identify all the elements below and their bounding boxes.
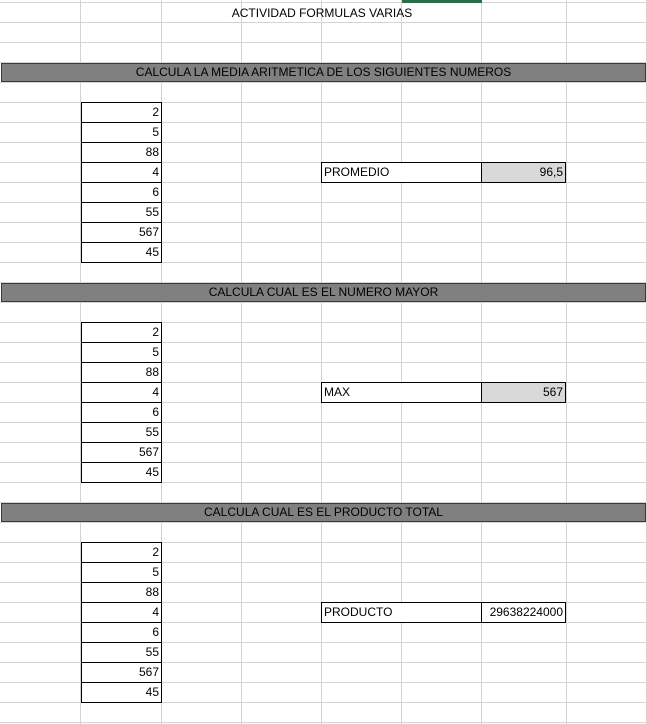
number-cell-max[interactable]: 2: [81, 322, 162, 343]
sheet-title[interactable]: ACTIVIDAD FORMULAS VARIAS: [231, 6, 413, 20]
section-header-mean[interactable]: CALCULA LA MEDIA ARITMETICA DE LOS SIGUIENTES NUMEROS: [1, 63, 646, 82]
row-gridline: [0, 722, 647, 723]
number-cell-mean[interactable]: 45: [81, 242, 162, 263]
number-cell-product[interactable]: 6: [81, 622, 162, 643]
section-header-product[interactable]: CALCULA CUAL ES EL PRODUCTO TOTAL: [1, 503, 646, 522]
number-cell-mean[interactable]: 2: [81, 102, 162, 123]
number-cell-max[interactable]: 567: [81, 442, 162, 463]
column-gridline: [241, 0, 242, 724]
number-cell-mean[interactable]: 5: [81, 122, 162, 143]
number-cell-max[interactable]: 88: [81, 362, 162, 383]
column-gridline: [566, 0, 567, 724]
number-cell-mean[interactable]: 567: [81, 222, 162, 243]
number-cell-product[interactable]: 4: [81, 602, 162, 623]
row-gridline: [0, 22, 647, 23]
number-cell-mean[interactable]: 55: [81, 202, 162, 223]
row-gridline: [0, 302, 647, 303]
number-cell-product[interactable]: 5: [81, 562, 162, 583]
number-cell-mean[interactable]: 88: [81, 142, 162, 163]
number-cell-max[interactable]: 5: [81, 342, 162, 363]
row-gridline: [0, 522, 647, 523]
number-cell-product[interactable]: 88: [81, 582, 162, 603]
row-gridline: [0, 42, 647, 43]
row-gridline: [0, 2, 647, 3]
selected-column-indicator: [402, 0, 482, 3]
number-cell-product[interactable]: 55: [81, 642, 162, 663]
result-label-producto[interactable]: PRODUCTO: [321, 602, 482, 623]
result-value-producto[interactable]: 29638224000: [481, 602, 566, 623]
number-cell-max[interactable]: 4: [81, 382, 162, 403]
number-cell-max[interactable]: 55: [81, 422, 162, 443]
number-cell-max[interactable]: 45: [81, 462, 162, 483]
result-label-promedio[interactable]: PROMEDIO: [321, 162, 482, 183]
number-cell-max[interactable]: 6: [81, 402, 162, 423]
number-cell-mean[interactable]: 6: [81, 182, 162, 203]
number-cell-product[interactable]: 2: [81, 542, 162, 563]
result-value-promedio[interactable]: 96,5: [481, 162, 566, 183]
number-cell-mean[interactable]: 4: [81, 162, 162, 183]
number-cell-product[interactable]: 45: [81, 682, 162, 703]
section-header-max[interactable]: CALCULA CUAL ES EL NUMERO MAYOR: [1, 283, 646, 302]
result-value-max[interactable]: 567: [481, 382, 566, 403]
number-cell-product[interactable]: 567: [81, 662, 162, 683]
result-label-max[interactable]: MAX: [321, 382, 482, 403]
row-gridline: [0, 82, 647, 83]
